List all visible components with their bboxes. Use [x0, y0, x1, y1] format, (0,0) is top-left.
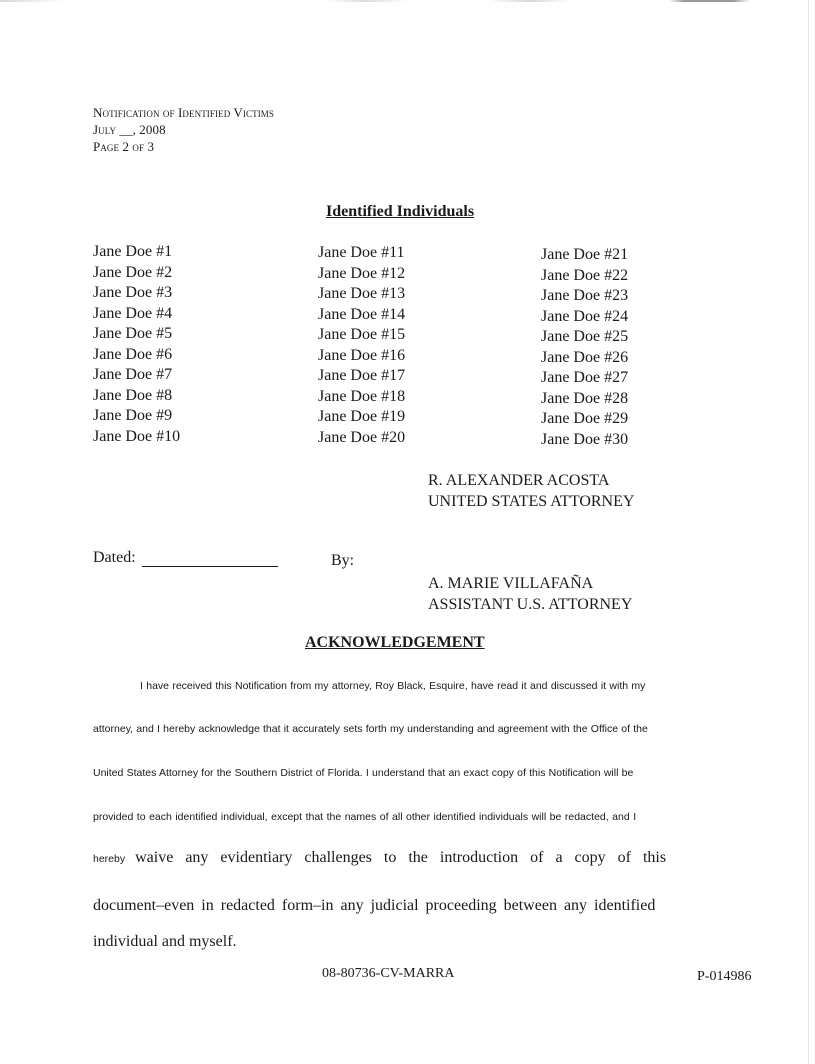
- acknowledgement-line-7: individual and myself.: [93, 933, 237, 950]
- individuals-column-3: [541, 245, 628, 450]
- list-item: Jane Doe #3: [93, 284, 173, 301]
- list-item: Jane Doe #25: [541, 328, 629, 345]
- list-item: Jane Doe #22: [541, 266, 629, 284]
- acknowledgement-line-1: I have received this Notification from my attorney, Roy Black, Esquire, have read it and discussed it with my: [140, 680, 646, 692]
- acknowledgement-line-5-start: hereby: [93, 853, 126, 865]
- list-item: Jane Doe #2: [93, 263, 173, 281]
- acknowledgement-line-5: [93, 849, 666, 867]
- list-item: Jane Doe #6: [93, 345, 173, 363]
- individuals-column-2: [318, 243, 405, 448]
- acknowledgement-line-4: provided to each identified individual, except that the names of all other identified individuals will be redacted, and I: [93, 811, 637, 823]
- list-item: Jane Doe #17: [318, 367, 406, 384]
- list-item: Jane Doe #1: [93, 243, 173, 260]
- list-item: Jane Doe #5: [93, 325, 173, 342]
- scan-artifact-right: [808, 0, 809, 1064]
- header-date: July __, 2008: [93, 122, 166, 137]
- list-item: Jane Doe #21: [541, 246, 629, 263]
- list-item: Jane Doe #12: [318, 264, 406, 282]
- list-item: Jane Doe #28: [541, 389, 629, 407]
- dated-blank-line: [142, 550, 278, 567]
- list-item: Jane Doe #11: [318, 244, 405, 261]
- list-item: Jane Doe #19: [318, 408, 406, 425]
- list-item: Jane Doe #10: [93, 427, 181, 445]
- list-item: Jane Doe #7: [93, 366, 173, 383]
- list-item: Jane Doe #23: [541, 287, 629, 304]
- acknowledgement-line-5-rest: waive any evidentiary challenges to the introduction of a copy of this: [135, 849, 667, 866]
- case-number: 08-80736-CV-MARRA: [322, 966, 455, 981]
- list-item: Jane Doe #16: [318, 346, 406, 364]
- list-item: Jane Doe #14: [318, 305, 406, 323]
- list-item: Jane Doe #8: [93, 386, 173, 404]
- header-title: Notification of Identified Victims: [93, 105, 275, 120]
- acknowledgement-title: ACKNOWLEDGEMENT: [305, 634, 485, 651]
- acknowledgement-line-6: document–even in redacted form–in any judicial proceeding between any identified: [93, 897, 656, 914]
- signer-name: A. MARIE VILLAFAÑA: [428, 575, 594, 592]
- list-item: Jane Doe #15: [318, 326, 406, 343]
- signer-block: [428, 573, 632, 615]
- dated-field: [93, 549, 278, 567]
- list-item: Jane Doe #24: [541, 307, 629, 325]
- list-item: Jane Doe #26: [541, 348, 629, 366]
- acknowledgement-line-2: attorney, and I hereby acknowledge that it accurately sets forth my understanding and agreement with the Office of the: [93, 723, 648, 735]
- list-item: Jane Doe #18: [318, 387, 406, 405]
- list-item: Jane Doe #13: [318, 285, 406, 302]
- signer-title: ASSISTANT U.S. ATTORNEY: [428, 596, 633, 613]
- acknowledgement-line-3: United States Attorney for the Southern District of Florida. I understand that an exact copy of this Notification will be: [93, 767, 634, 779]
- attorney-block: [428, 470, 634, 512]
- attorney-title: UNITED STATES ATTORNEY: [428, 493, 635, 510]
- list-item: Jane Doe #4: [93, 304, 173, 322]
- page-header: [93, 104, 274, 155]
- dated-label: Dated:: [93, 549, 136, 566]
- attorney-name: R. ALEXANDER ACOSTA: [428, 472, 610, 489]
- scan-artifact-top: [0, 0, 815, 2]
- list-item: Jane Doe #30: [541, 430, 629, 448]
- list-item: Jane Doe #9: [93, 407, 173, 424]
- header-page-number: Page 2 of 3: [93, 139, 155, 154]
- by-label: By:: [331, 552, 355, 569]
- bates-number: P-014986: [697, 969, 752, 984]
- list-item: Jane Doe #29: [541, 410, 629, 427]
- list-item: Jane Doe #27: [541, 369, 629, 386]
- individuals-column-1: [93, 242, 180, 447]
- list-item: Jane Doe #20: [318, 428, 406, 446]
- section-title: Identified Individuals: [326, 203, 475, 220]
